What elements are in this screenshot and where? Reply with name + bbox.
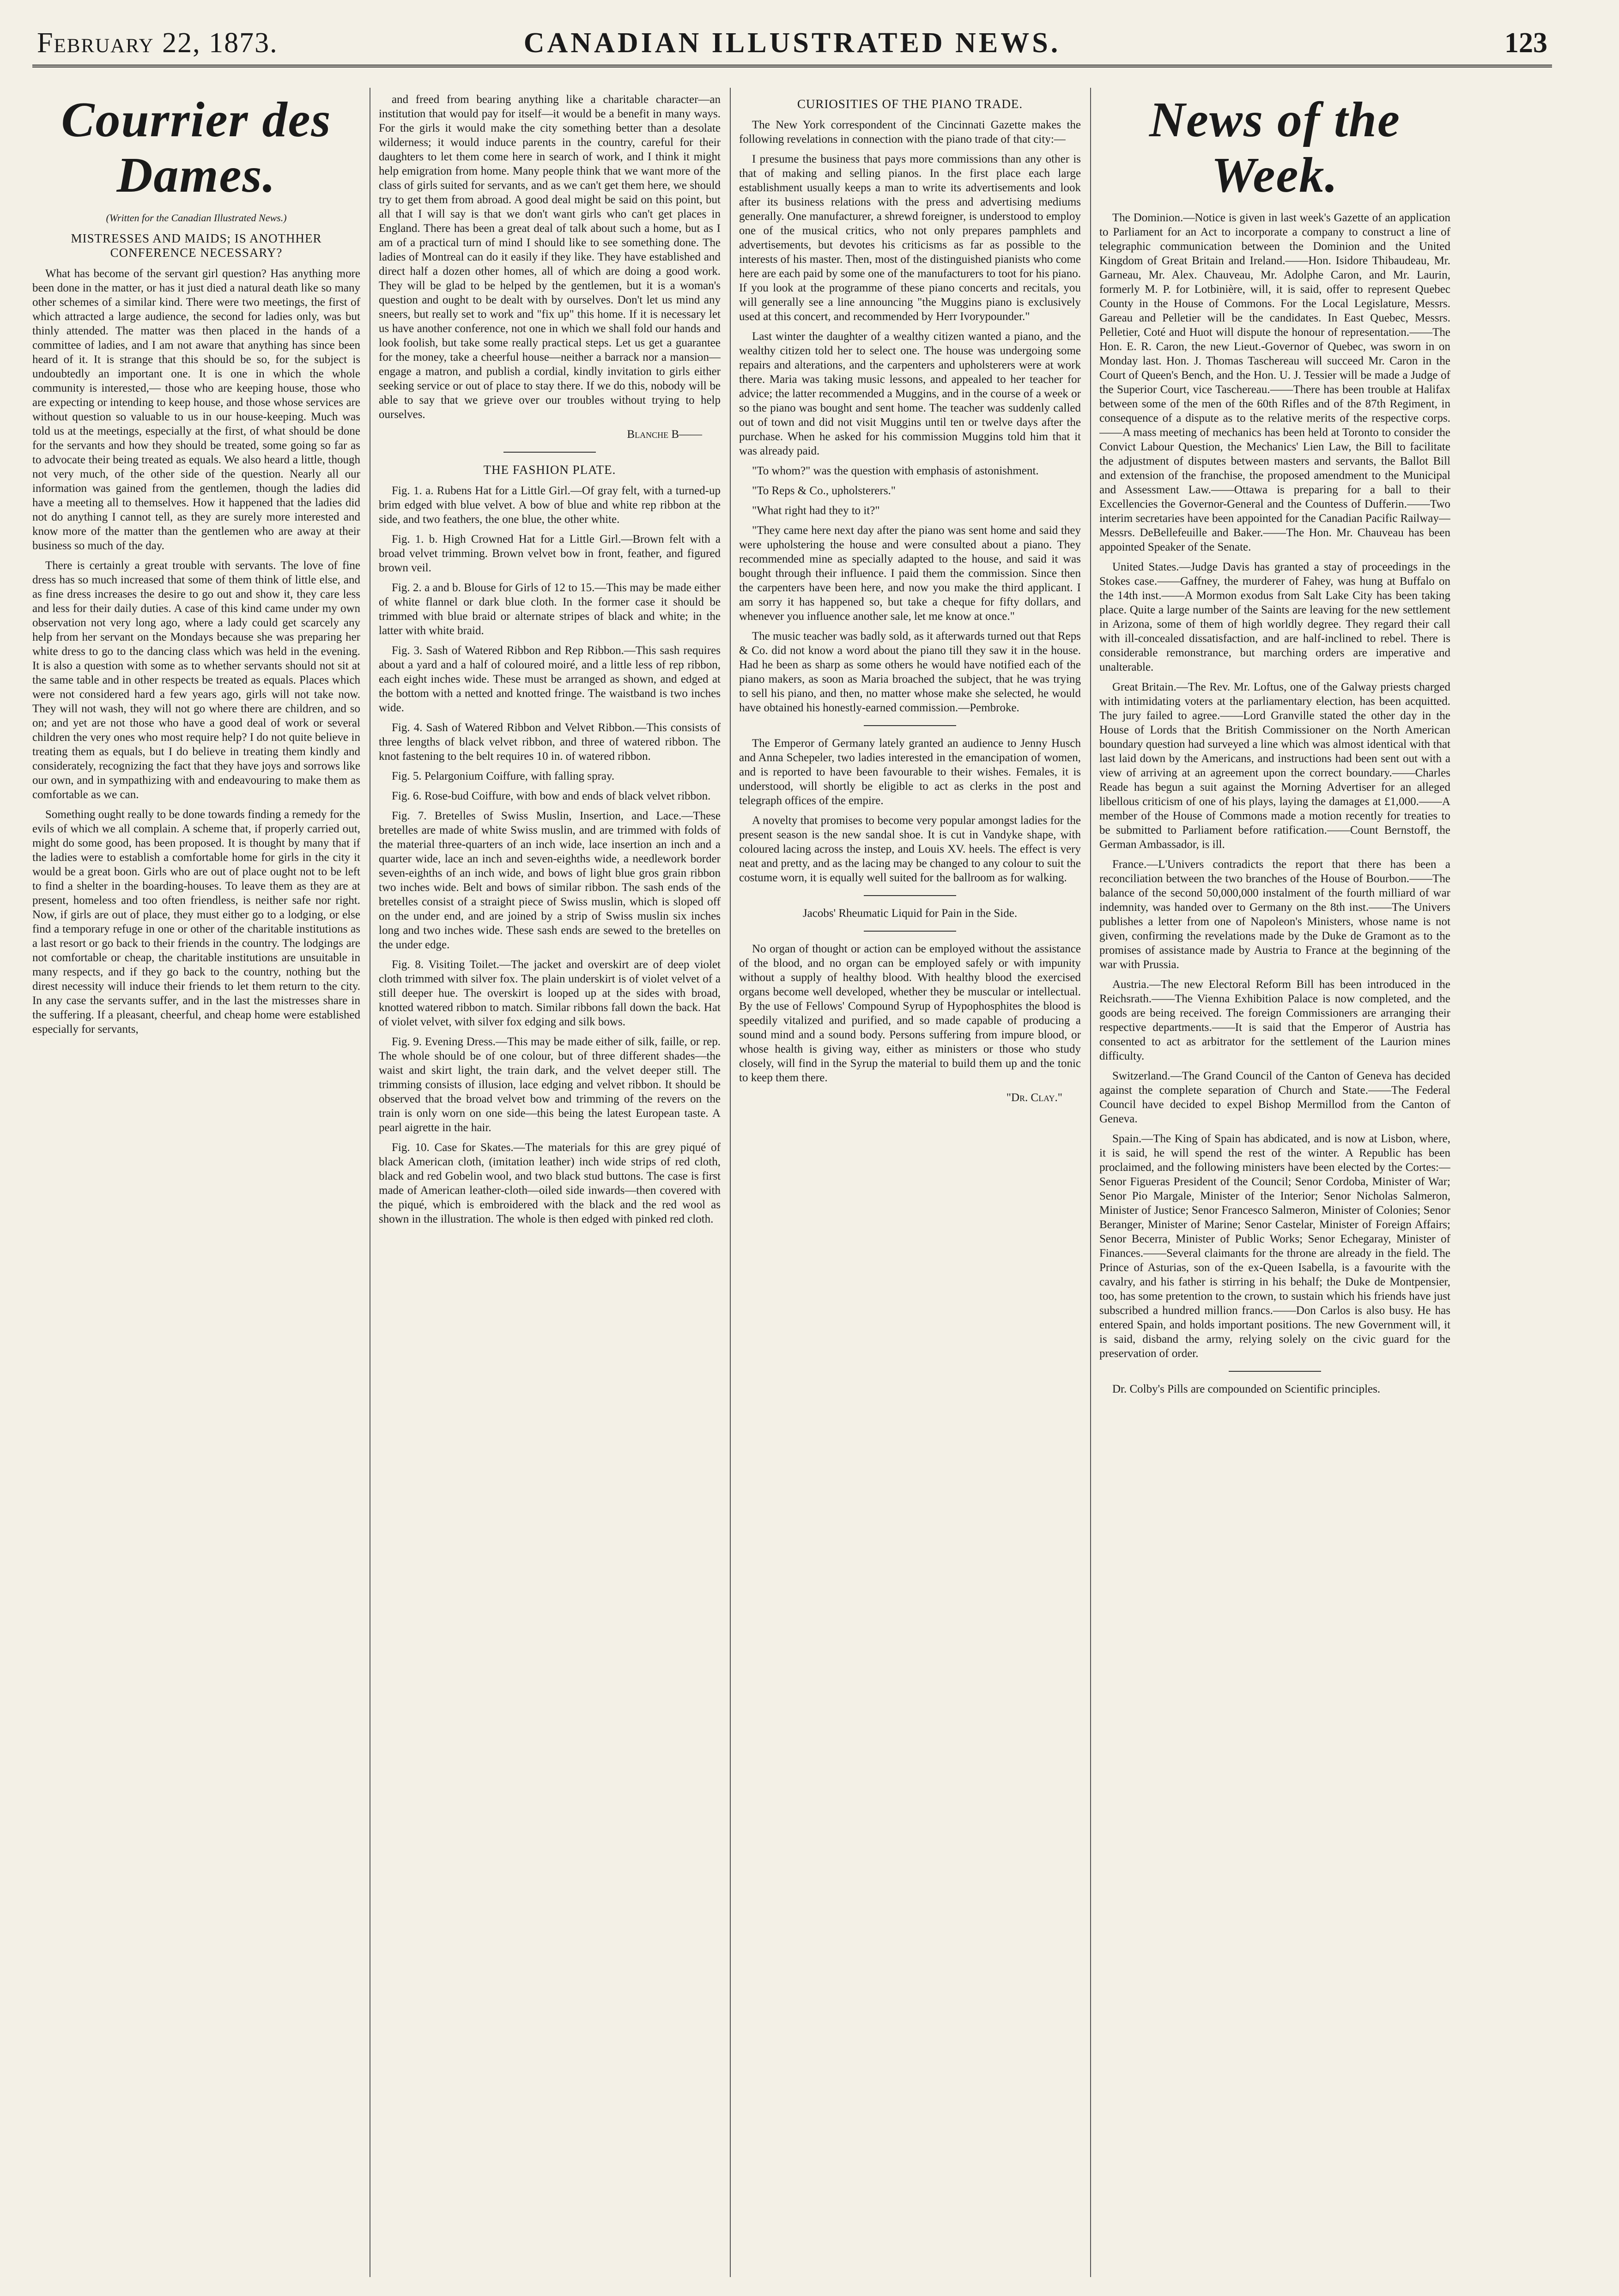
news-item: The Emperor of Germany lately granted an audience to Jenny Husch and Anna Schepeler, two ladies interested in the emancipation of women, and is reported to have been favourable to their wishes. Females, it is understood, will shortly be eligible to act as clerks in the post and telegraph offices of the empire. [739,737,1081,807]
advert-paragraph: No organ of thought or action can be employed without the assistance of the blood, and no organ can be employed safely or with impunity without a supply of healthy blood. With healthy blood the exercised organs become well developed, whether they be muscular or intellectual. By the use of Fellows' Compound Syrup of Hypophosphites the blood is speedily vitalized and purified, and so made capable of producing a sound mind and a sound body. Persons suffering from impure blood, or whose health is giving way, either as ministers or those who study closely, will find in the Syrup the material to build them up and the tonic to keep them there. [739,943,1081,1084]
courrier-paragraph: Something ought really to be done towards finding a remedy for the evils of which we all complain. A scheme that, if properly carried out, might do some good, has been proposed. It is thought by many that if the ladies were to establish a comfortable home for girls in the city it would be a great boon. Girls who are out of place ought not to be left to find a shelter in the boarding-houses. To leave them as they are at present, homeless and too often friendless, is neither safe nor right. Now, if girls are out of place, they must either go to a lodging, or else find a temporary refuge in one or other of the charitable institutions as a last resort or go back to their friends in the country. The lodgings are not comfortable or cheap, the charitable institutions are unsuitable in many respects, and if they go back to the country, nothing but the direst necessity will induce their friends to let them return to the city. In any case the servants suffer, and in the last the mistresses share in the suffering. If a pleasant, cheerful, and cheap home were established especially for servants, [32,808,360,1036]
piano-paragraph: The New York correspondent of the Cincinnati Gazette makes the following revelations in connection with the piano trade of that city:— [739,119,1081,145]
courrier-byline: (Written for the Canadian Illustrated News.) [106,212,287,224]
column-rule [730,88,731,2277]
closing-advert: Dr. Colby's Pills are compounded on Scientific principles. [1112,1383,1381,1395]
courrier-paragraph: and freed from bearing anything like a charitable character—an institution that would pay for itself—it would be a benefit in many ways. For the girls it would make the city something better than a desolate wilderness; it would induce parents in the country, careful for their daughters to let them come here in search of work, and I think it might help emigration from home. Many people think that we want more of the class of girls suited for servants, and as we can't get them here, we should try to get them from abroad. A good deal might be said on this point, but all that I will say is that we don't want girls who can't get places in England. There has been a great deal of talk about such a home, but as I am of a practical turn of mind I should like to see something done. The ladies of Montreal can do it easily if they like. They have established and direct half a dozen other homes, all of which are doing a good work. They will be glad to be helped by the gentlemen, but it is a woman's question and ought to be dealt with by ourselves. Don't let us mind any sneers, but really set to work and "fix up" this home. If it is necessary let us have another conference, not one in which we shall fold our hands and look foolish, but take some really practical steps. Let us get a guarantee for the money, take a cheerful house—neither a barrack nor a mansion—engage a matron, and publish a cordial, kindly invitation to girls either seeking service or out of place to stay there. If we do this, nobody will be able to say that we grieve over our troubles without trying to help ourselves. [379,93,721,421]
column-1 [32,92,360,2272]
news-title: News of the Week. [1149,92,1401,203]
fashion-figure: Fig. 10. Case for Skates.—The materials for this are grey piqué of black American cloth, (imitation leather) inch wide strips of red cloth, black and red Gobelin wool, and two black stud buttons. The case is first made of American leather-cloth—oiled side inwards—then covered with the piqué, which is embroidered with the black and the red wool as shown in the illustration. The whole is then edged with pinked red cloth. [379,1141,721,1225]
news-paragraph: Switzerland.—The Grand Council of the Canton of Geneva has decided against the complete separation of Church and State.——The Federal Council have decided to expel Bishop Mermillod from the Canton of Geneva. [1099,1070,1450,1125]
piano-paragraph: "They came here next day after the piano was sent home and said they were upholstering the house and were consulted about a piano. They recommended mine as specially adapted to the house, and said it was bought through their influence. I paid them the commission. Since then the carpenters have been here, and now you make the third applicant. I am sorry it has happened so, but take a cheque for fifty dollars, and whenever you influence another sale, let me know at once." [739,524,1081,623]
courrier-signature: Blanche B—— [627,428,702,441]
column-4 [1099,92,1450,2272]
piano-paragraph: "To whom?" was the question with emphasis of astonishment. [752,465,1039,477]
column-3 [739,92,1081,2272]
courrier-paragraph: There is certainly a great trouble with servants. The love of fine dress has so much increased that some of them think of little else, and as fine dress increases the desire to go out and show it, they care less and less for their daily duties. A case of this kind came under my own observation not very long ago, where a lady could get scarcely any help from her servant on the Mondays because she was preparing her white dress to go to the dancing class which was held in the evening. It is also a question with some as to whether servants should not sit at the same table and in other respects be treated as equals. Places which were not considered hard a few years ago, girls will not take now. They will not wash, they will not go where there are children, and so on; and yet are not those who have a good deal of work or several children the very ones who most require help? I do not quite believe in treating them as equals, but I do believe in treating them kindly and considerately, recognizing the fact that they have joys and sorrows like our own, and in sympathizing with and endeavouring to make them as comfortable as we can. [32,559,360,801]
advert-signature: "Dr. Clay." [1006,1091,1062,1104]
news-paragraph: Great Britain.—The Rev. Mr. Loftus, one of the Galway priests charged with intimidating voters at the parliamentary election, has been acquitted. The jury failed to agree.——Lord Granville stated the other day in the House of Lords that the British Commissioner on the North American boundary question had surveyed a line which was almost identical with that last laid down by the Americans, and instructions had been sent out with a view of arriving at an agreement upon the correct boundary.——Charles Reade has begun a suit against the Morning Advertiser for an alleged libellous criticism of one of his plays, laying the damages at £1,000.——A member of the House of Commons made a motion recently for treaties to be submitted to Parliament before ratification.——Count Bernstoff, the German Ambassador, is ill. [1099,681,1450,851]
fashion-figure: Fig. 6. Rose-bud Coiffure, with bow and ends of black velvet ribbon. [392,790,711,802]
section-divider [503,452,596,453]
section-divider [1229,1371,1321,1372]
section-divider [864,725,956,726]
news-paragraph: United States.—Judge Davis has granted a stay of proceedings in the Stokes case.——Gaffney, the murderer of Fahey, was hung at Buffalo on the 14th inst.——A Mormon exodus from Salt Lake City has been taking place. Quite a large number of the Saints are leaving for the new settlement in Arizona, some of them of high worldly degree. They regard their call with ill-concealed dissatisfaction, and are half-inclined to rebel. There is considerable remonstrance, but marching orders are imperative and unalterable. [1099,561,1450,673]
fashion-figure: Fig. 2. a and b. Blouse for Girls of 12 to 15.—This may be made either of white flannel or dark blue cloth. In the former case it should be trimmed with blue braid or alternate stripes of black and white; in the latter with white braid. [379,582,721,637]
masthead [32,9,1552,67]
courrier-heading: MISTRESSES AND MAIDS; IS ANOTHHER CONFERENCE NECESSARY? [71,231,322,260]
fashion-figure: Fig. 8. Visiting Toilet.—The jacket and overskirt are of deep violet cloth trimmed with silver fox. The plain underskirt is of violet velvet of a still deeper hue. The overskirt is looped up at the sides with broad, knotted watered ribbon to match. Similar ribbons fall down the back. Hat of violet velvet, with silver fox edging and silk bows. [379,958,721,1028]
news-paragraph: Spain.—The King of Spain has abdicated, and is now at Lisbon, where, it is said, he will spend the rest of the winter. A Republic has been proclaimed, and the following ministers have been elected by the Cortes:—Senor Figueras President of the Council; Senor Cordoba, Minister of War; Senor Pio Margale, Minister of the Interior; Senor Nicholas Salmeron, Minister of Justice; Senor Francesco Salmeron, Minister of Colonies; Senor Beranger, Minister of Marine; Senor Castelar, Minister of Foreign Affairs; Senor Becerra, Minister of Public Works; Senor Echegaray, Minister of Finances.——Several claimants for the throne are already in the field. The Prince of Asturias, son of the ex-Queen Isabella, is a favourite with the cavalry, and his father is stirring in his behalf; the Duke de Montpensier, too, has some pretention to the crown, to sustain which his friends have just subscribed a hundred million francs.——Don Carlos is also busy. He has entered Spain, and holds important positions. The new Government will, it is said, disband the army, relying solely on the civic guard for the preservation of order. [1099,1133,1450,1360]
news-paragraph: Austria.—The new Electoral Reform Bill has been introduced in the Reichsrath.——The Vienna Exhibition Palace is now completed, and the goods are being received. The foreign Commissioners are arranging their respective departments.——It is said that the Emperor of Austria has consented to act as arbitrator for the settlement of the Laurion mines difficulty. [1099,978,1450,1062]
piano-paragraph: Last winter the daughter of a wealthy citizen wanted a piano, and the wealthy citizen told her to select one. The house was undergoing some repairs and alterations, and the carpenters and upholsterers were at work there. Maria was taking music lessons, and appealed to her teacher for advice; the latter recommended a Muggins, and in the course of a week or so the piano was bought and sent home. The teacher was suddenly called out of town and did not visit Muggins until ten or twelve days after the purchase. When he asked for his commission Muggins told him that it was already paid. [739,330,1081,457]
piano-paragraph: The music teacher was badly sold, as it afterwards turned out that Reps & Co. did not know a word about the piano till they saw it in the house. Had he been as sharp as some others he would have notified each of the piano makers, as soon as Maria broached the subject, that he was trying to sell his piano, and then, no matter whose make she selected, he would have obtained his honestly-earned commission.—Pembroke. [739,630,1081,714]
issue-date: February 22, 1873. [37,27,278,59]
page-margin [1460,92,1598,2263]
piano-paragraph: "To Reps & Co., upholsterers." [752,485,896,497]
fashion-figure: Fig. 7. Bretelles of Swiss Muslin, Insertion, and Lace.—These bretelles are made of white Swiss muslin, and are trimmed with folds of the material three-quarters of an inch wide, lace insertion an inch and a quarter wide, lace an inch and seven-eighths wide, a needlework border seven-eighths of an inch wide, and bows of light blue gros grain ribbon two inches wide. Belt and bows of similar ribbon. The sash ends of the bretelles consist of a straight piece of Swiss muslin, which is sloped off on the under end, and are joined by a strip of Swiss muslin six inches long and two inches wide. These sash ends are sewed to the bretelles on the under edge. [379,810,721,951]
fashion-figure: Fig. 4. Sash of Watered Ribbon and Velvet Ribbon.—This consists of three lengths of black velvet ribbon, and three of watered ribbon. The knot fastening to the belt requires 10 in. of watered ribbon. [379,721,721,763]
fashion-figure: Fig. 9. Evening Dress.—This may be made either of silk, faille, or rep. The whole should be of one colour, but of three different shades—the waist and skirt light, the train dark, and the velvet deeper still. The trimming consists of illusion, lace edging and velvet ribbon. It should be observed that the broad velvet bow and trimming of the revers on the train is only worn on one side—this being the latest European taste. A pearl aigrette in the hair. [379,1036,721,1134]
fashion-heading: THE FASHION PLATE. [483,463,616,477]
piano-paragraph: "What right had they to it?" [752,504,880,517]
newspaper-title: CANADIAN ILLUSTRATED NEWS. [523,27,1061,59]
news-item: A novelty that promises to become very popular amongst ladies for the present season is the new sandal shoe. It is cut in Vandyke shape, with coloured lacing across the instep, and Louis XV. heels. The effect is very neat and pretty, and as the lacing may be changed to any colour to suit the costume worn, it is equally well suited for the ballroom as for walking. [739,814,1081,884]
piano-paragraph: I presume the business that pays more commissions than any other is that of making and selling pianos. In the first place each large establishment usually keeps a man to write its advertisements and look after its business relations with the press and advertising mediums generally. One manufacturer, a shrewd foreigner, is understood to employ one of the musical critics, who not only prepares pamphlets and advertisements, but devotes his criticisms as far as possible to the interests of his master. Then, most of the distinguished pianists who come here are each paid by some one of the manufacturers to toot for his piano. If you look at the programme of these piano concerts and recitals, you will generally see a line announcing "the Muggins piano is exclusively used at this concert, and recommended by Herr Ivorypounder." [739,153,1081,323]
fashion-figure: Fig. 1. b. High Crowned Hat for a Little Girl.—Brown felt with a broad velvet trimming. Brown velvet bow in front, feather, and figured brown veil. [379,533,721,574]
section-divider [864,895,956,896]
fashion-figure: Fig. 1. a. Rubens Hat for a Little Girl.—Of gray felt, with a turned-up brim edged with blue velvet. A bow of blue and white rep ribbon at the side, and two feathers, the one blue, the other white. [379,485,721,526]
column-2 [379,92,721,2272]
page-number: 123 [1504,27,1547,59]
courrier-title: Courrier des Dames. [61,92,332,203]
piano-heading: CURIOSITIES OF THE PIANO TRADE. [797,97,1023,111]
courrier-paragraph: What has become of the servant girl question? Has anything more been done in the matter, or has it just died a natural death like so many other schemes of a similar kind. There were two meetings, the first of which attracted a large audience, the second for ladies only, was but thinly attended. The matter was then placed in the hands of a committee of ladies, and I am not aware that anything has since been heard of it. It is strange that this should be so, for the subject is undoubtedly an important one. It is one in which the whole community is interested,— those who are keeping house, those who are expecting or intending to keep house, and those whose services are without question so valuable to us in our house-keeping. Much was told us at the meetings, especially at the first, of what should be done for the servants and how they should be treated, some going so far as to advocate their being treated as equals. We also heard a little, though not very much, of the other side of the question. Nearly all our information was gained from the gentlemen, though the ladies did have a meeting all to themselves. How it happened that the ladies did not do anything I cannot tell, as they are surely more interested and know more of the matter than the gentlemen who are away at their business so much of the day. [32,267,360,552]
fashion-figure: Fig. 5. Pelargonium Coiffure, with falling spray. [392,770,615,782]
fashion-figure: Fig. 3. Sash of Watered Ribbon and Rep Ribbon.—This sash requires about a yard and a half of coloured moiré, and a little less of rep ribbon, each eight inches wide. These must be arranged as shown, and edged at the bottom with a netted and knotted fringe. The waistband is two inches wide. [379,644,721,714]
news-paragraph: France.—L'Univers contradicts the report that there has been a reconciliation between the two branches of the House of Bourbon.——The balance of the second 50,000,000 instalment of the fourth milliard of war indemnity, was handed over to Germany on the 8th inst.——The Univers publishes a letter from one of Napoleon's Ministers, whose name is not given, confirming the revelations made by the Duke de Gramont as to the promises of assistance made by Austria to France at the beginning of the war with Prussia. [1099,858,1450,971]
advert-line: Jacobs' Rheumatic Liquid for Pain in the Side. [802,907,1018,920]
section-divider [864,931,956,932]
column-rule [1090,88,1091,2277]
news-paragraph: The Dominion.—Notice is given in last week's Gazette of an application to Parliament for an Act to incorporate a company to construct a line of telegraphic communication between the Dominion and the United Kingdom of Great Britain and Ireland.——Hon. Isidore Thibaudeau, Mr. Garneau, Mr. Alex. Chauveau, Mr. Adolphe Caron, and Mr. Laurin, formerly M. P. for Lotbinière, will, it is said, offer to represent Quebec County in the House of Commons. For the Local Legislature, Messrs. Gareau and Pelletier will be the candidates. In East Quebec, Messrs. Pelletier, Coté and Huot will dispute the honour of representation.——The Hon. E. R. Caron, the new Lieut.-Governor of Quebec, was sworn in on Monday last. Hon. J. Thomas Taschereau will succeed Mr. Caron in the Court of Queen's Bench, and the Hon. U. J. Tessier will be made a Judge of the Superior Court, vice Taschereau.——There has been trouble at Halifax between some of the men of the 60th Rifles and of the 87th Regiment, in consequence of a dispute as to the relative merits of the respective corps.——A mass meeting of mechanics has been held at Toronto to consider the Convict Labour Question, the Mechanics' Lien Law, the Bill to facilitate the adjustment of disputes between masters and servants, the Ballot Bill and extension of the franchise, the proposed amendment to the Municipal and Assessment Law.——Ottawa is preparing for a ball to their Excellencies the Governor-General and the Countess of Dufferin.——Two interim secretaries have been appointed for the Canadian Pacific Railway—Messrs. DeBellefeuille and Baker.——The Hon. Mr. Chauveau has been appointed Speaker of the Senate. [1099,212,1450,553]
